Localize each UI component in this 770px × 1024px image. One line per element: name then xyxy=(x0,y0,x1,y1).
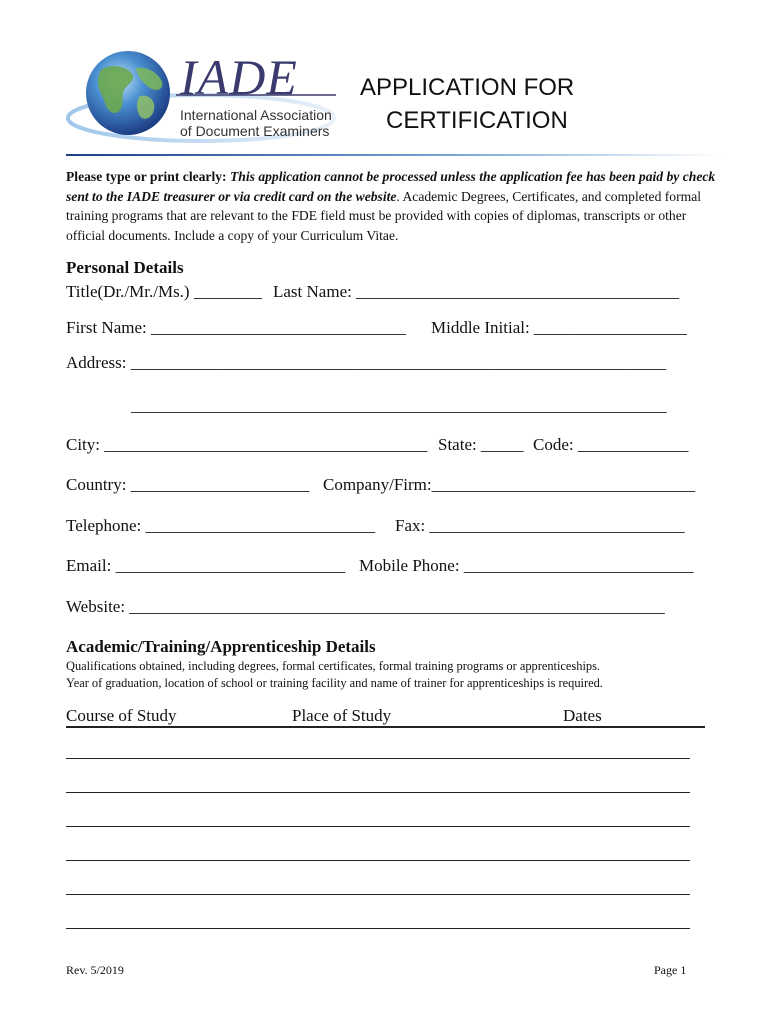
mobile-phone-field[interactable]: Mobile Phone: ___________________________ xyxy=(359,556,694,575)
intro-paragraph xyxy=(66,167,716,245)
academic-entry-line[interactable] xyxy=(66,792,690,793)
first-name-field[interactable]: First Name: ______________________________ xyxy=(66,318,406,337)
intro-lead: Please type or print clearly: xyxy=(66,169,227,184)
academic-details-heading: Academic/Training/Apprenticeship Details xyxy=(66,637,376,656)
column-dates: Dates xyxy=(563,706,602,725)
code-field[interactable]: Code: _____________ xyxy=(533,435,689,454)
column-place-of-study: Place of Study xyxy=(292,706,392,725)
address-line-2-field[interactable]: _______________________________________________________________ xyxy=(131,396,667,415)
country-field[interactable]: Country: _____________________ xyxy=(66,475,310,494)
logo-acronym: IADE xyxy=(180,49,298,105)
academic-entry-line[interactable] xyxy=(66,758,690,759)
logo-line-2: of Document Examiners xyxy=(180,123,330,139)
company-field[interactable]: Company/Firm:_______________________________ xyxy=(323,475,696,494)
middle-initial-field[interactable]: Middle Initial: __________________ xyxy=(431,318,687,337)
table-header-rule xyxy=(66,726,705,728)
academic-entry-line[interactable] xyxy=(66,860,690,861)
academic-note-line-2: Year of graduation, location of school or training facility and name of trainer for apprenticeships is required. xyxy=(66,676,603,690)
telephone-field[interactable]: Telephone: ___________________________ xyxy=(66,516,376,535)
last-name-field[interactable]: Last Name: ______________________________________ xyxy=(273,282,680,301)
intro-emphasis: This application cannot be processed unless the application fee has been paid by check sent to the IADE treasurer or via credit card on the website xyxy=(66,169,716,204)
page-number: Page 1 xyxy=(654,963,687,977)
address-field[interactable]: Address: _______________________________________________________________ xyxy=(66,353,667,372)
personal-details-heading: Personal Details xyxy=(66,258,184,277)
title-line-1: APPLICATION FOR xyxy=(360,74,575,101)
email-field[interactable]: Email: ___________________________ xyxy=(66,556,346,575)
state-field[interactable]: State: _____ xyxy=(438,435,524,454)
title-field[interactable]: Title(Dr./Mr./Ms.) ________ xyxy=(66,282,262,301)
title-line-2: CERTIFICATION xyxy=(386,107,568,134)
revision-label: Rev. 5/2019 xyxy=(66,963,124,977)
column-course-of-study: Course of Study xyxy=(66,706,177,725)
logo-line-1: International Association xyxy=(180,107,332,123)
academic-entry-line[interactable] xyxy=(66,928,690,929)
website-field[interactable]: Website: _______________________________________________________________ xyxy=(66,597,665,616)
city-field[interactable]: City: ______________________________________ xyxy=(66,435,428,454)
academic-entry-line[interactable] xyxy=(66,826,690,827)
academic-note-line-1: Qualifications obtained, including degrees, formal certificates, formal training programs or apprenticeships. xyxy=(66,659,600,673)
academic-entry-line[interactable] xyxy=(66,894,690,895)
header-rule xyxy=(66,154,722,156)
intro-rest: . Academic Degrees, Certificates, and completed formal training programs that are relevant to the FDE field must be provided with copies of diplomas, transcripts or other official documents. Include a copy of your Curriculum Vitae. xyxy=(66,188,702,243)
fax-field[interactable]: Fax: ______________________________ xyxy=(395,516,685,535)
